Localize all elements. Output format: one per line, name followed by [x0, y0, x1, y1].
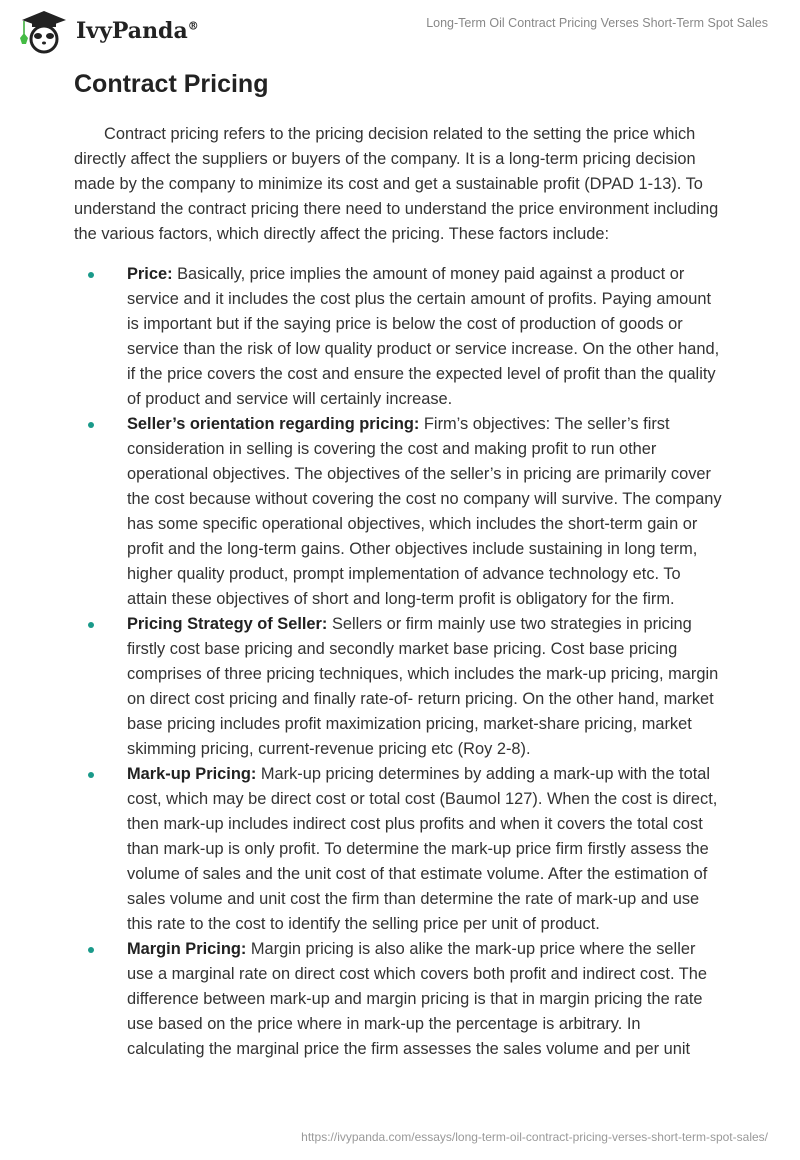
list-item [74, 412, 722, 612]
ivypanda-logo[interactable] [18, 8, 199, 54]
list-item-term: Mark-up Pricing: [127, 765, 257, 783]
panda-logo-icon [18, 8, 70, 54]
bullet-icon [88, 947, 94, 953]
document-title: Long-Term Oil Contract Pricing Verses Short-Term Spot Sales [426, 16, 768, 30]
list-item-term: Margin Pricing: [127, 940, 247, 958]
bullet-icon [88, 272, 94, 278]
list-item-text: Mark-up pricing determines by adding a mark-up with the total cost, which may be direct cost or total cost (Baumol 127). When the cost is direct, then mark-up includes indirect cost plus profits and when it covers the total cost than mark-up is only profit. To determine the mark-up price firm firstly assess the volume of sales and the unit cost of that estimate volume. After the estimation of sales volume and unit cost the firm than determine the rate of mark-up and use this rate to the cost to identify the selling price per unit of product. [127, 765, 718, 933]
list-item [74, 262, 722, 412]
list-item-term: Pricing Strategy of Seller: [127, 615, 328, 633]
registered-mark: ® [187, 19, 199, 33]
list-item [74, 937, 722, 1062]
section-heading: Contract Pricing [74, 70, 269, 98]
factor-list [74, 262, 722, 1062]
bullet-icon [88, 772, 94, 778]
intro-paragraph: Contract pricing refers to the pricing decision related to the setting the price which directly affect the suppliers or buyers of the company. It is a long-term pricing decision made by the company to minimize its cost and get a sustainable profit (DPAD 1-13). To understand the contract pricing there need to understand the price environment including the various factors, which directly affect the pricing. These factors include: [74, 125, 719, 243]
bullet-icon [88, 622, 94, 628]
list-item-text: Firm’s objectives: The seller’s first consideration in selling is covering the cost and making profit to run other operational objectives. The objectives of the seller’s in pricing are primarily cover the cost because without covering the cost no company will survive. The company has some specific operational objectives, which includes the short-term gain or profit and the long-term gains. Other objectives include sustaining in long term, higher quality product, prompt implementation of advance technology etc. To attain these objectives of short and long-term profit is obligatory for the firm. [127, 415, 722, 608]
article-body [74, 122, 722, 1062]
logo-text: IvyPanda [76, 18, 188, 44]
page-header [0, 0, 800, 50]
list-item-term: Price: [127, 265, 173, 283]
list-item [74, 762, 722, 937]
list-item-text: Margin pricing is also alike the mark-up price where the seller use a marginal rate on direct cost which covers both profit and indirect cost. The difference between mark-up and margin pricing is that in margin pricing the rate use based on the price where in mark-up the percentage is arbitrary. In calculating the marginal price the firm assesses the sales volume and per unit [127, 940, 708, 1058]
source-url[interactable]: https://ivypanda.com/essays/long-term-oil-contract-pricing-verses-short-term-spot-sales/ [301, 1130, 768, 1144]
list-item-text: Basically, price implies the amount of money paid against a product or service and it includes the cost plus the certain amount of profits. Paying amount is important but if the saying price is below the cost of production of goods or service than the risk of low quality product or service increase. On the other hand, if the price covers the cost and ensure the expected level of profit than the quality of product and service will certainly increase. [127, 265, 720, 408]
list-item-text: Sellers or firm mainly use two strategies in pricing firstly cost base pricing and secondly market base pricing. Cost base pricing comprises of three pricing techniques, which includes the mark-up pricing, margin on direct cost pricing and finally rate-of- return pricing. On the other hand, market base pricing includes profit maximization pricing, market-share pricing, market skimming pricing, current-revenue pricing etc (Roy 2-8). [127, 615, 719, 758]
bullet-icon [88, 422, 94, 428]
list-item [74, 612, 722, 762]
list-item-term: Seller’s orientation regarding pricing: [127, 415, 420, 433]
